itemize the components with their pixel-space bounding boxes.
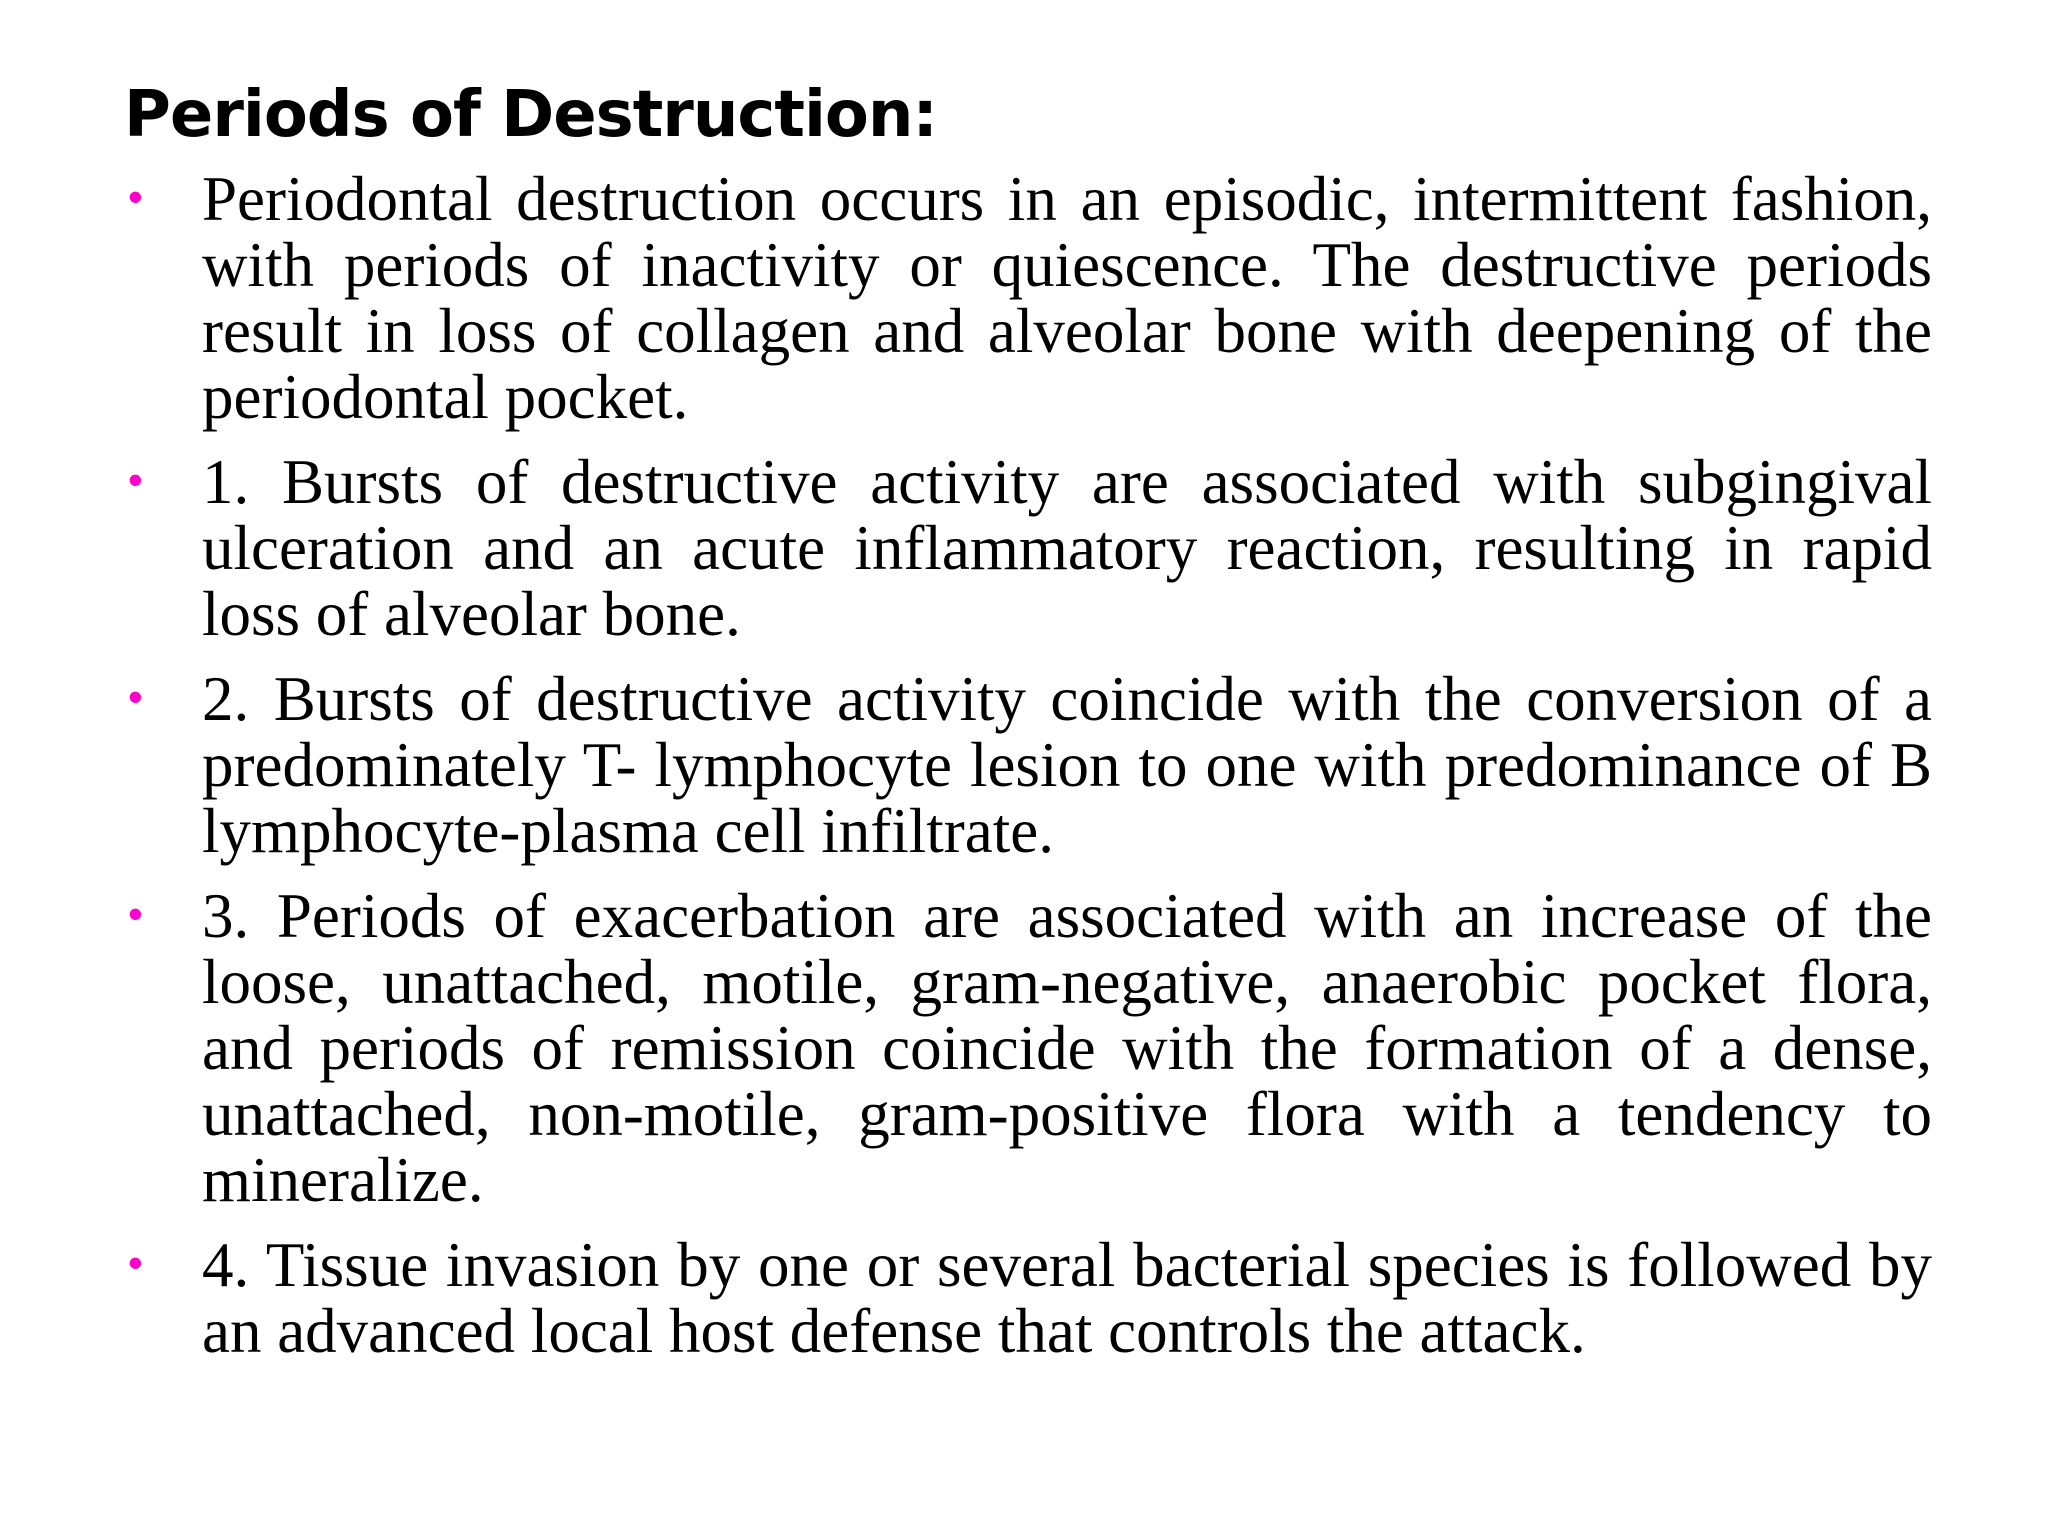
bullet-text: 4. Tissue invasion by one or several bacterial species is followed by an advanced local host defense that controls the attack. xyxy=(202,1230,1932,1366)
bullet-item-3 xyxy=(124,883,1932,1213)
bullet-text: 1. Bursts of destructive activity are associated with subgingival ulceration and an acute inflammatory reaction, resulting in rapid loss of alveolar bone. xyxy=(202,447,1932,649)
bullet-icon: • xyxy=(128,1239,143,1286)
bullet-icon: • xyxy=(128,456,143,503)
bullet-icon: • xyxy=(128,673,143,720)
bullet-text: 2. Bursts of destructive activity coincide with the conversion of a predominately T- lymphocyte lesion to one with predominance of B lymphocyte-plasma cell infiltrate. xyxy=(202,664,1932,866)
bullet-icon: • xyxy=(128,173,143,220)
slide-title: Periods of Destruction: xyxy=(124,78,937,152)
bullet-list xyxy=(124,166,1932,1383)
bullet-icon: • xyxy=(128,890,143,937)
bullet-item-0 xyxy=(124,166,1932,430)
bullet-text: 3. Periods of exacerbation are associated with an increase of the loose, unattached, motile, gram-negative, anaerobic pocket flora, and periods of remission coincide with the formation of a dense, unattached, non-motile, gram-positive flora with a tendency to mineralize. xyxy=(202,881,1932,1215)
bullet-item-2 xyxy=(124,666,1932,864)
bullet-text: Periodontal destruction occurs in an episodic, intermittent fashion, with periods of inactivity or quiescence. The destructive periods result in loss of collagen and alveolar bone with deepening of the periodontal pocket. xyxy=(202,164,1932,432)
bullet-item-1 xyxy=(124,449,1932,647)
bullet-item-4 xyxy=(124,1232,1932,1364)
